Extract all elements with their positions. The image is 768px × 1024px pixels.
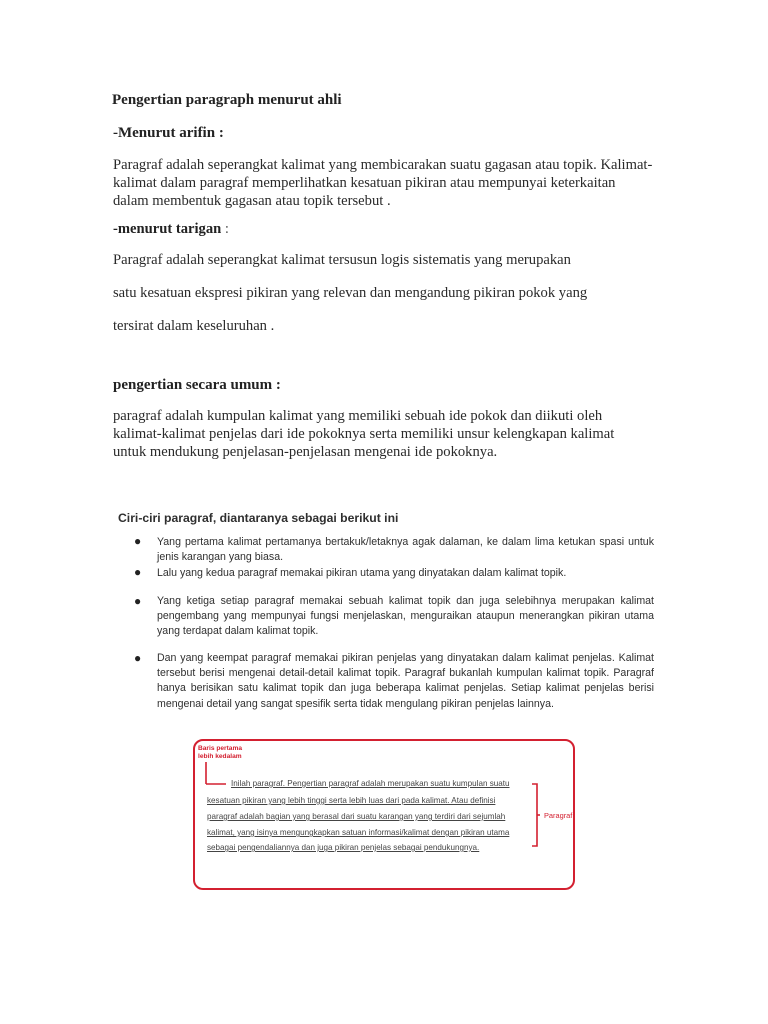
arifin-paragraph: Paragraf adalah seperangkat kalimat yang membicarakan suatu gagasan atau topik. Kalimat-kalimat dalam paragraf memperlihatkan kesatuan pikiran atau mempunyai keterkaitan dalam membentuk gagasan atau topik tersebut . — [113, 157, 653, 209]
ciri-item-3: Yang ketiga setiap paragraf memakai sebuah kalimat topik dan juga selebihnya merupakan kalimat pengembang yang mempunyai fungsi menjelaskan, menguraikan ataupun menerangkan pikiran utama yang terdapat dalam kalimat topik. — [157, 595, 654, 638]
first-line-annotation — [198, 745, 242, 761]
annotation-line-2: lebih kedalam — [198, 753, 242, 760]
example-line-3: paragraf adalah bagian yang berasal dari suatu karangan yang terdiri dari sejumlah — [207, 812, 506, 821]
ciri-heading: Ciri-ciri paragraf, diantaranya sebagai berikut ini — [118, 511, 399, 525]
example-line-2: kesatuan pikiran yang lebih tinggi serta lebih luas dari pada kalimat. Atau definisi — [207, 796, 496, 805]
paragraph-side-label: Paragraf — [544, 811, 573, 820]
bullet-1: ● — [134, 534, 142, 548]
bullet-2: ● — [134, 565, 142, 579]
ciri-item-4: Dan yang keempat paragraf memakai pikiran penjelas yang dinyatakan dalam kalimat penjelas. Kalimat tersebut berisi mengenai detail-detail kalimat topik. Paragraf bukanlah kumpulan kalimat topik. Paragraf hanya berisikan satu kalimat topik dan juga beberapa kalimat penjelas. Setiap kalimat penjelas berisi mengenai detail yang sangat spesifik serta tidak mengulang pikiran penjelas lainnya. — [157, 652, 654, 710]
ciri-item-1: Yang pertama kalimat pertamanya bertakuk/letaknya agak dalaman, ke dalam lima ketukan spasi untuk jenis karangan yang biasa. — [157, 536, 654, 564]
tarigan-heading-row — [113, 221, 229, 238]
tarigan-line-3: tersirat dalam keseluruhan . — [113, 318, 275, 334]
page-title: Pengertian paragraph menurut ahli — [112, 92, 342, 108]
umum-paragraph: paragraf adalah kumpulan kalimat yang memiliki sebuah ide pokok dan diikuti oleh kalimat-kalimat penjelas dari ide pokoknya serta memiliki unsur kelengkapan kalimat untuk mendukung penjelasan-penjelasan mengenai ide pokoknya. — [113, 408, 615, 460]
tarigan-line-1: Paragraf adalah seperangkat kalimat tersusun logis sistematis yang merupakan — [113, 252, 571, 268]
bullet-3: ● — [134, 594, 142, 608]
annotation-line-1: Baris pertama — [198, 745, 242, 752]
example-line-1: Inilah paragraf. Pengertian paragraf adalah merupakan suatu kumpulan suatu — [231, 779, 510, 788]
arifin-heading: -Menurut arifin : — [113, 125, 224, 141]
example-line-5: sebagai pengendaliannya dan juga pikiran penjelas sebagai pendukungnya. — [207, 843, 480, 852]
ciri-item-2: Lalu yang kedua paragraf memakai pikiran utama yang dinyatakan dalam kalimat topik. — [157, 567, 567, 579]
example-line-4: kalimat, yang isinya mengungkapkan satuan informasi/kalimat dengan pikiran utama — [207, 828, 510, 837]
umum-heading: pengertian secara umum : — [113, 377, 281, 393]
tarigan-colon: : — [221, 221, 229, 237]
paragraph-bracket — [532, 784, 537, 846]
bullet-4: ● — [134, 651, 142, 665]
tarigan-line-2: satu kesatuan ekspresi pikiran yang relevan dan mengandung pikiran pokok yang — [113, 285, 588, 301]
tarigan-heading: -menurut tarigan — [113, 221, 222, 237]
figure-markers — [200, 760, 540, 855]
